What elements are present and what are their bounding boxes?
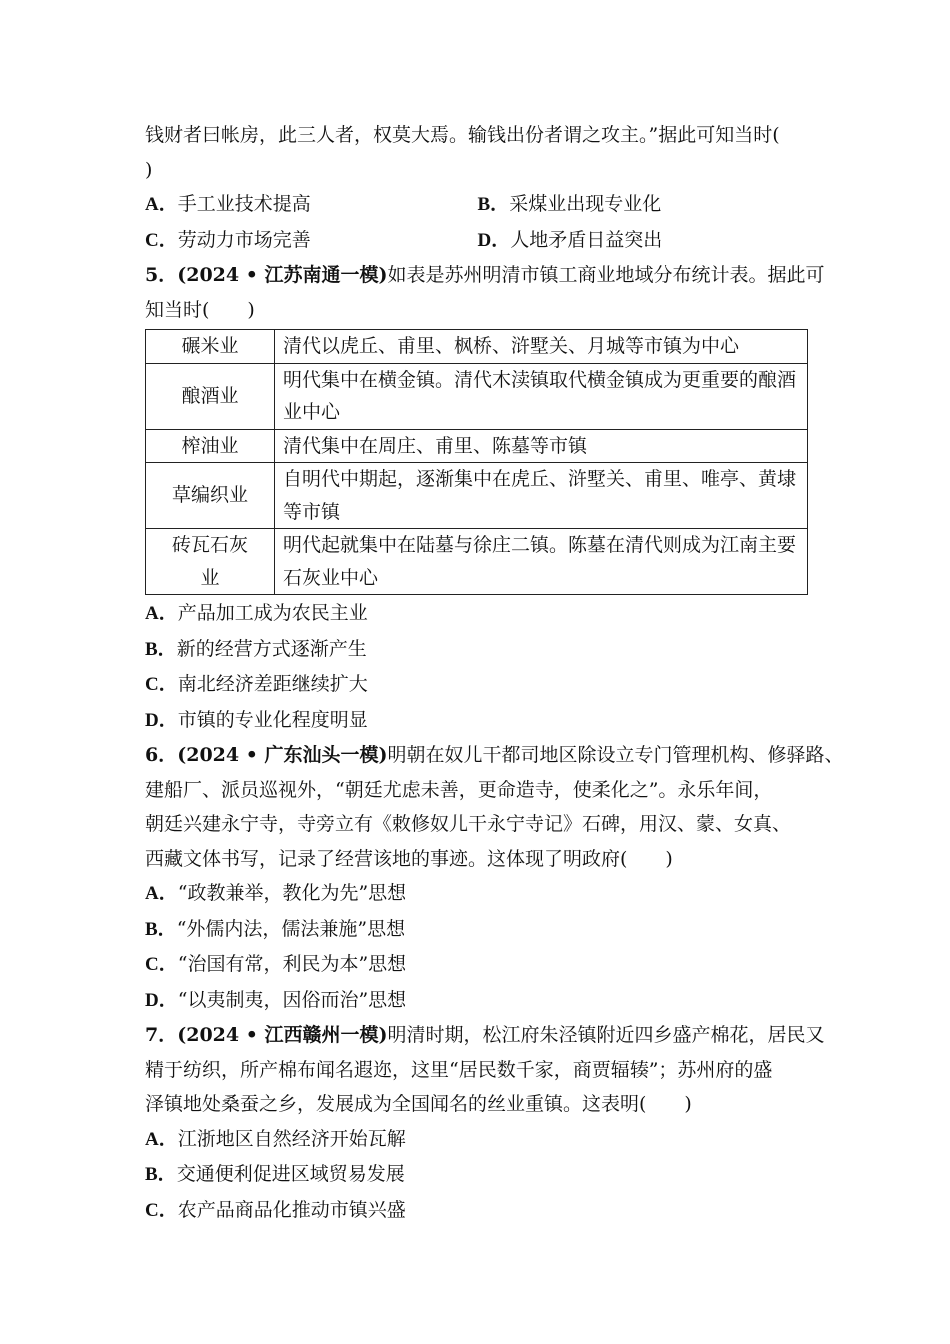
table-category-cell: 碾米业 bbox=[146, 330, 275, 364]
q4-option-a: A．手工业技术提高 bbox=[145, 193, 311, 215]
q5-distribution-table bbox=[145, 329, 808, 595]
table-category-cell: 酿酒业 bbox=[146, 363, 275, 429]
q6-option-d: D．“以夷制夷，因俗而治”思想 bbox=[145, 988, 407, 1011]
table-row bbox=[146, 463, 808, 529]
q7-option-a: A．江浙地区自然经济开始瓦解 bbox=[145, 1127, 406, 1150]
table-desc-cell: 清代集中在周庄、甫里、陈墓等市镇 bbox=[275, 429, 808, 463]
table-row bbox=[146, 429, 808, 463]
q7-stem-line3: 泽镇地处桑蚕之乡，发展成为全国闻名的丝业重镇。这表明( ) bbox=[145, 1093, 692, 1115]
q4-stem-line1: 钱财者曰帐房，此三人者，权莫大焉。输钱出份者谓之攻主。”据此可知当时( bbox=[145, 124, 780, 146]
q4-option-d: D．人地矛盾日益突出 bbox=[477, 228, 663, 251]
q6-stem-line4: 西藏文体书写，记录了经营该地的事迹。这体现了明政府( ) bbox=[145, 847, 673, 870]
q6-option-c: C．“治国有常，利民为本”思想 bbox=[145, 953, 407, 975]
q4-option-c: C．劳动力市场完善 bbox=[145, 228, 311, 251]
q6-stem-line2: 建船厂、派员巡视外，“朝廷尤虑未善，更命造寺，使柔化之”。永乐年间， bbox=[145, 778, 773, 801]
table-desc-cell: 自明代中期起，逐渐集中在虎丘、浒墅关、甫里、唯亭、黄埭等市镇 bbox=[275, 463, 808, 529]
q6-source: (2024 • 广东汕头一模) bbox=[177, 744, 388, 766]
q6-option-a: A．“政教兼举，教化为先”思想 bbox=[145, 882, 407, 904]
q7-stem-line2: 精于纺织，所产棉布闻名遐迩，这里“居民数千家，商贾辐辏”；苏州府的盛 bbox=[145, 1058, 773, 1081]
q5-source: (2024 • 江苏南通一模) bbox=[177, 264, 388, 286]
q5-stem-line2: 知当时( ) bbox=[145, 298, 255, 321]
q7-stem-line1: 7．(2024 • 江西赣州一模)明清时期，松江府朱泾镇附近四乡盛产棉花，居民又 bbox=[145, 1024, 825, 1046]
q5-option-a: A．产品加工成为农民主业 bbox=[145, 602, 368, 624]
q4-option-b: B．采煤业出现专业化 bbox=[477, 193, 662, 215]
table-category-cell: 砖瓦石灰业 bbox=[146, 529, 275, 595]
q6-stem-line3: 朝廷兴建永宁寺，寺旁立有《敕修奴儿干永宁寺记》石碑，用汉、蒙、女真、 bbox=[145, 813, 792, 835]
q4-stem-line2: ) bbox=[145, 158, 153, 181]
q6-stem-line1: 6．(2024 • 广东汕头一模)明朝在奴儿干都司地区除设立专门管理机构、修驿路、 bbox=[145, 744, 844, 766]
table-desc-cell: 清代以虎丘、甫里、枫桥、浒墅关、月城等市镇为中心 bbox=[275, 330, 808, 364]
document-page bbox=[145, 118, 844, 1228]
table-row bbox=[146, 529, 808, 595]
q5-stem-line1: 5．(2024 • 江苏南通一模)如表是苏州明清市镇工商业地域分布统计表。据此可 bbox=[145, 264, 825, 286]
q7-source: (2024 • 江西赣州一模) bbox=[177, 1024, 388, 1046]
q5-option-b: B．新的经营方式逐渐产生 bbox=[145, 637, 367, 660]
table-category-cell: 草编织业 bbox=[146, 463, 275, 529]
q4-options-row1 bbox=[145, 187, 810, 223]
table-row bbox=[146, 330, 808, 364]
q6-option-b: B．“外儒内法，儒法兼施”思想 bbox=[145, 917, 406, 940]
q5-option-d: D．市镇的专业化程度明显 bbox=[145, 708, 368, 731]
table-desc-cell: 明代集中在横金镇。清代木渎镇取代横金镇成为更重要的酿酒业中心 bbox=[275, 363, 808, 429]
q4-options-row2 bbox=[145, 223, 810, 259]
q7-option-b: B．交通便利促进区域贸易发展 bbox=[145, 1163, 405, 1185]
q5-option-c: C．南北经济差距继续扩大 bbox=[145, 673, 368, 695]
table-category-cell: 榨油业 bbox=[146, 429, 275, 463]
q7-option-c: C．农产品商品化推动市镇兴盛 bbox=[145, 1198, 406, 1221]
table-row bbox=[146, 363, 808, 429]
table-desc-cell: 明代起就集中在陆墓与徐庄二镇。陈墓在清代则成为江南主要石灰业中心 bbox=[275, 529, 808, 595]
